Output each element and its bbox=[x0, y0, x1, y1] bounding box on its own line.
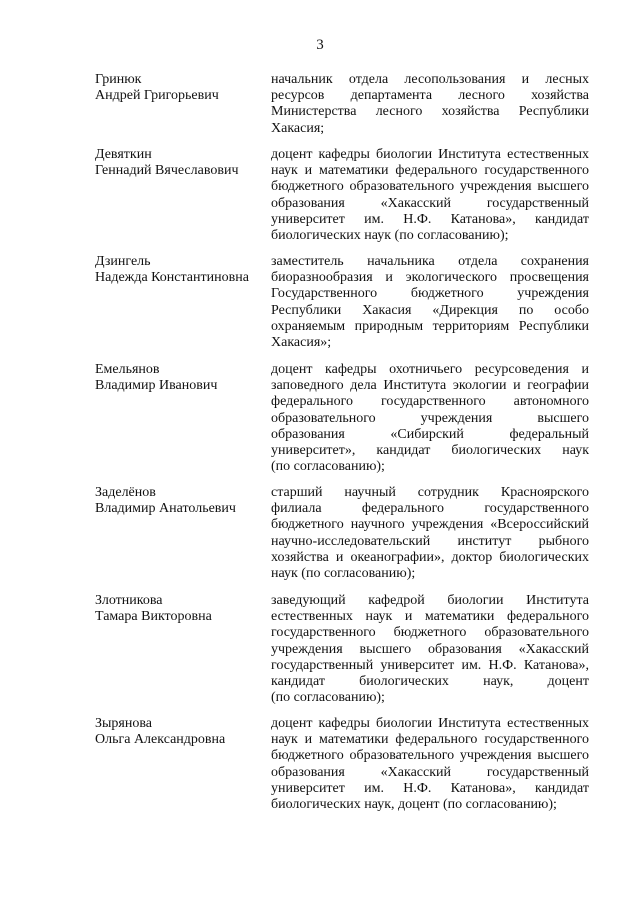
member-surname: Зырянова bbox=[95, 716, 152, 731]
member-position bbox=[271, 254, 589, 351]
member-name bbox=[95, 716, 265, 748]
member-given-names: Надежда Константиновна bbox=[95, 270, 249, 286]
member-given-names: Ольга Александровна bbox=[95, 732, 226, 748]
position-line: (по согласованию); bbox=[271, 459, 385, 475]
position-line: ресурсов департамента лесного хозяйства bbox=[271, 88, 589, 104]
member-given-names: Геннадий Вячеславович bbox=[95, 163, 239, 179]
position-line: государственный университет им. Н.Ф. Катанова», bbox=[271, 657, 589, 673]
position-line: филиала федерального государственного bbox=[271, 501, 589, 517]
position-line: образования «Хакасский государственный bbox=[271, 764, 589, 780]
position-line: биоразнообразия и экологического просвещения bbox=[271, 270, 589, 286]
member-surname: Гринюк bbox=[95, 72, 142, 87]
member-position bbox=[271, 147, 589, 244]
position-line: биологических наук (по согласованию); bbox=[271, 228, 509, 244]
position-line: доцент кафедры охотничьего ресурсоведения и bbox=[271, 362, 589, 377]
member-given-names: Владимир Анатольевич bbox=[95, 501, 236, 517]
member-position bbox=[271, 72, 589, 137]
position-line: бюджетного научного учреждения «Всероссийский bbox=[271, 517, 589, 533]
position-line: доцент кафедры биологии Института естественных bbox=[271, 716, 589, 731]
member-name bbox=[95, 147, 265, 179]
position-line: учреждения высшего образования «Хакасский bbox=[271, 641, 589, 657]
member-name bbox=[95, 362, 265, 394]
position-line: университет», кандидат биологических наук bbox=[271, 443, 589, 459]
member-position bbox=[271, 593, 589, 706]
position-line: университет им. Н.Ф. Катанова», кандидат bbox=[271, 211, 589, 227]
position-line: биологических наук, доцент (по согласованию); bbox=[271, 797, 557, 813]
position-line: федерального государственного автономного bbox=[271, 394, 589, 410]
position-line: бюджетного образовательного учреждения высшего bbox=[271, 179, 589, 195]
position-line: Хакасия; bbox=[271, 120, 325, 136]
member-surname: Заделёнов bbox=[95, 485, 156, 500]
position-line: образовательного учреждения высшего bbox=[271, 410, 589, 426]
position-line: старший научный сотрудник Красноярского bbox=[271, 485, 589, 500]
position-line: хозяйства и океанографии», доктор биологических bbox=[271, 549, 589, 565]
position-line: образования «Сибирский федеральный bbox=[271, 426, 589, 442]
position-line: заведующий кафедрой биологии Института bbox=[271, 593, 589, 608]
position-line: наук и математики федерального государственного bbox=[271, 732, 589, 748]
member-name bbox=[95, 72, 265, 104]
position-line: заповедного дела Института экологии и географии bbox=[271, 378, 589, 394]
position-line: Министерства лесного хозяйства Республики bbox=[271, 104, 589, 120]
position-line: (по согласованию); bbox=[271, 690, 385, 706]
position-line: естественных наук и математики федерального bbox=[271, 609, 589, 625]
member-given-names: Тамара Викторовна bbox=[95, 609, 212, 625]
position-line: заместитель начальника отдела сохранения bbox=[271, 254, 589, 269]
position-line: университет им. Н.Ф. Катанова», кандидат bbox=[271, 780, 589, 796]
position-line: государственного бюджетного образовательного bbox=[271, 625, 589, 641]
position-line: образования «Хакасский государственный bbox=[271, 195, 589, 211]
position-line: бюджетного образовательного учреждения высшего bbox=[271, 748, 589, 764]
member-surname: Емельянов bbox=[95, 362, 160, 377]
position-line: Хакасия»; bbox=[271, 335, 332, 351]
position-line: начальник отдела лесопользования и лесных bbox=[271, 72, 589, 87]
position-line: Республики Хакасия «Дирекция по особо bbox=[271, 302, 589, 318]
position-line: Государственного бюджетного учреждения bbox=[271, 286, 589, 302]
position-line: наук (по согласованию); bbox=[271, 566, 416, 582]
member-surname: Девяткин bbox=[95, 147, 152, 162]
member-position bbox=[271, 485, 589, 582]
position-line: научно-исследовательский институт рыбного bbox=[271, 533, 589, 549]
member-surname: Дзингель bbox=[95, 254, 151, 269]
member-surname: Злотникова bbox=[95, 593, 163, 608]
position-line: доцент кафедры биологии Института естественных bbox=[271, 147, 589, 162]
member-given-names: Андрей Григорьевич bbox=[95, 88, 219, 104]
member-given-names: Владимир Иванович bbox=[95, 378, 218, 394]
position-line: охраняемым природным территориям Республики bbox=[271, 318, 589, 334]
page-number: 3 bbox=[316, 37, 324, 53]
position-line: кандидат биологических наук, доцент bbox=[271, 674, 589, 690]
member-position bbox=[271, 362, 589, 475]
member-name bbox=[95, 593, 265, 625]
position-line: наук и математики федерального государственного bbox=[271, 163, 589, 179]
member-position bbox=[271, 716, 589, 813]
member-name bbox=[95, 254, 265, 286]
member-name bbox=[95, 485, 265, 517]
